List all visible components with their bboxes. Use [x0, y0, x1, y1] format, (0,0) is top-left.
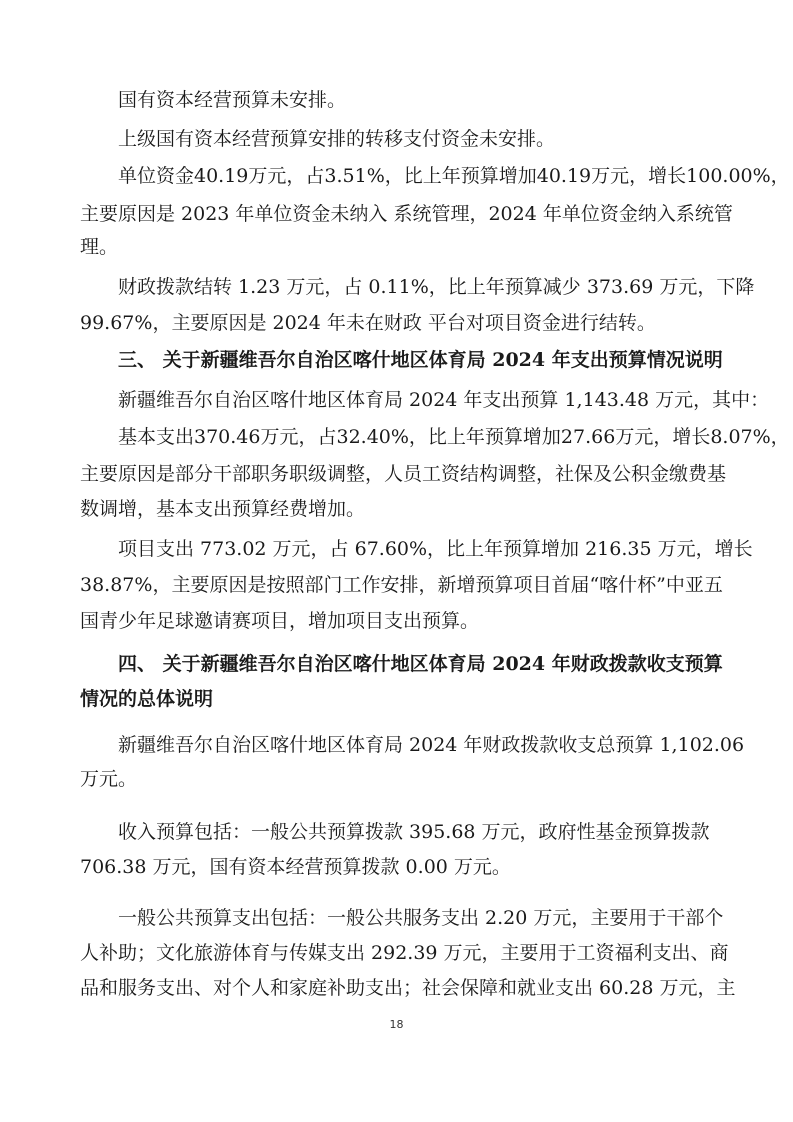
paragraph-line: 主要原因是部分干部职务职级调整，人员工资结构调整，社保及公积金缴费基 — [80, 463, 727, 485]
paragraph-line: 38.87%，主要原因是按照部门工作安排，新增预算项目首届“喀什杯”中亚五 — [80, 574, 723, 596]
paragraph-line: 项目支出 773.02 万元，占 67.60%，比上年预算增加 216.35 万元，增长 — [118, 538, 753, 560]
paragraph-line: 一般公共预算支出包括：一般公共服务支出 2.20 万元，主要用于干部个 — [118, 907, 724, 929]
paragraph-line: 新疆维吾尔自治区喀什地区体育局 2024 年财政拨款收支总预算 1,102.06 — [118, 734, 745, 756]
section-heading-4-cont: 情况的总体说明 — [80, 688, 214, 710]
paragraph-line: 国有资本经营预算未安排。 — [118, 89, 347, 111]
paragraph-line: 收入预算包括：一般公共预算拨款 395.68 万元，政府性基金预算拨款 — [118, 821, 710, 843]
page-number: 18 — [389, 1018, 404, 1031]
paragraph-line: 财政拨款结转 1.23 万元，占 0.11%，比上年预算减少 373.69 万元，下降 — [118, 276, 755, 298]
paragraph-line: 单位资金40.19万元，占3.51%，比上年预算增加40.19万元，增长100.00%， — [118, 165, 790, 187]
paragraph-line: 上级国有资本经营预算安排的转移支付资金未安排。 — [118, 128, 556, 150]
paragraph-line: 706.38 万元，国有资本经营预算拨款 0.00 万元。 — [80, 856, 511, 878]
paragraph-line: 99.67%，主要原因是 2024 年未在财政 平台对项目资金进行结转。 — [80, 312, 656, 334]
paragraph-line: 人补助；文化旅游体育与传媒支出 292.39 万元，主要用于工资福利支出、商 — [80, 942, 729, 964]
paragraph-line: 主要原因是 2023 年单位资金未纳入 系统管理，2024 年单位资金纳入系统管 — [80, 203, 733, 225]
paragraph-line: 基本支出370.46万元，占32.40%，比上年预算增加27.66万元，增长8.07%， — [118, 426, 790, 448]
paragraph-line: 品和服务支出、对个人和家庭补助支出；社会保障和就业支出 60.28 万元，主 — [80, 977, 736, 999]
paragraph-line: 国青少年足球邀请赛项目，增加项目支出预算。 — [80, 610, 480, 632]
section-heading-4: 四、 关于新疆维吾尔自治区喀什地区体育局 2024 年财政拨款收支预算 — [118, 653, 723, 675]
paragraph-line: 理。 — [80, 236, 119, 258]
paragraph-line: 数调增，基本支出预算经费增加。 — [80, 498, 366, 520]
paragraph-line: 万元。 — [80, 768, 138, 790]
section-heading-3: 三、 关于新疆维吾尔自治区喀什地区体育局 2024 年支出预算情况说明 — [118, 349, 723, 371]
paragraph-line: 新疆维吾尔自治区喀什地区体育局 2024 年支出预算 1,143.48 万元，其中： — [118, 389, 770, 411]
